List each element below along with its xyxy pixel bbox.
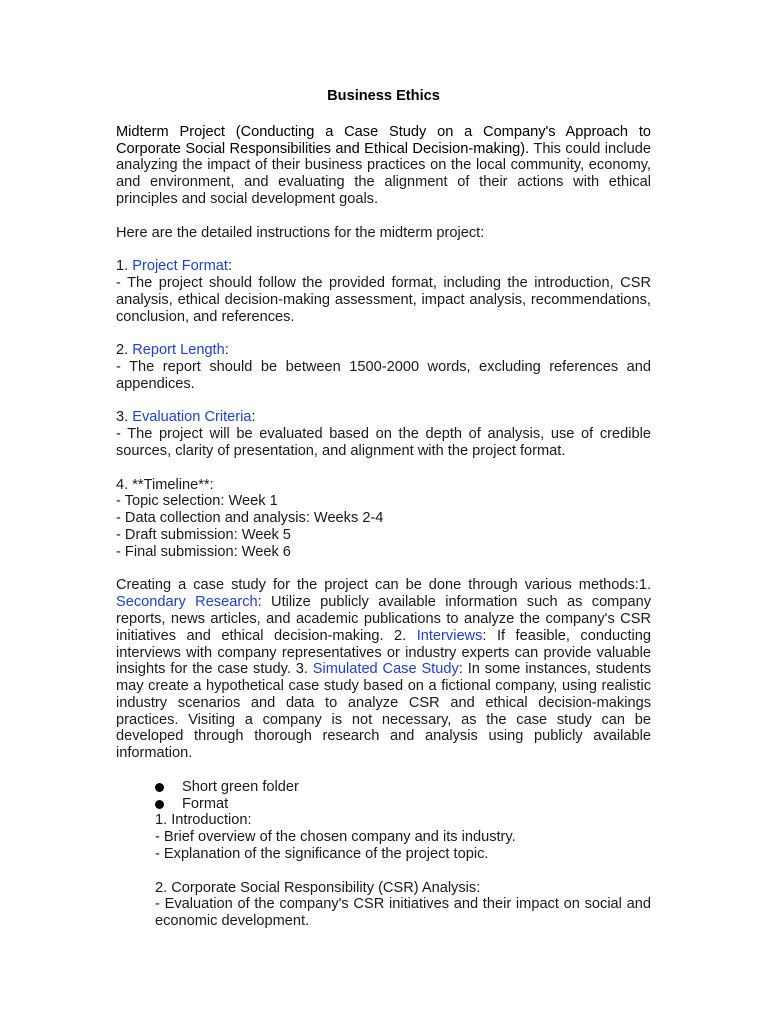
section-report-length xyxy=(116,342,651,392)
format-item: - Evaluation of the company's CSR initiatives and their impact on social and economic development. xyxy=(155,896,651,930)
methods-text: : In some instances, students may create a hypothetical case study based on a fictional company, using realistic industry scenarios and data to analyze CSR and ethical decision-makings practices. Visiting a company is not necessary, as the case study can be developed through thorough research and analysis using publicly available information. xyxy=(116,661,651,762)
format-item: - Brief overview of the chosen company and its industry. xyxy=(155,829,516,846)
format-csr-analysis xyxy=(155,880,651,930)
section-number: 2. xyxy=(116,342,133,359)
methods-text: : Utilize publicly available information such as company reports, news articles, and academic publications to analyze the company's CSR initiatives and ethical decision-making. 2. xyxy=(116,594,651,644)
bullet-item xyxy=(155,779,651,796)
section-project-format xyxy=(116,258,651,325)
section-timeline xyxy=(116,477,651,561)
format-item: - Explanation of the significance of the project topic. xyxy=(155,846,489,863)
timeline-item: - Data collection and analysis: Weeks 2-4 xyxy=(116,510,384,527)
timeline-item: - Final submission: Week 6 xyxy=(116,543,291,560)
section-colon: : xyxy=(227,258,232,275)
bullet-list xyxy=(116,779,651,813)
section-evaluation-criteria xyxy=(116,409,651,459)
intro-lead: Midterm Project (Conducting a Case Study on a Company's Approach to Corporate Social Responsibilities and Ethical Decision-making). xyxy=(116,123,651,157)
interviews-link[interactable]: Interviews xyxy=(416,627,483,644)
section-colon: : xyxy=(224,342,229,359)
bullet-item xyxy=(155,796,651,813)
project-format-link[interactable]: Project Format xyxy=(132,258,228,275)
timeline-heading: 4. **Timeline**: xyxy=(116,476,214,493)
bullet-text: Short green folder xyxy=(182,778,299,795)
intro-rest: This could include analyzing the impact of their business practices on the local community, economy, and environment, and evaluating the alignment of their actions with ethical principles and social development goals. xyxy=(116,140,652,207)
section-body: - The project will be evaluated based on the depth of analysis, use of credible sources, clarity of presentation, and alignment with the project format. xyxy=(116,426,651,459)
methods-text: Creating a case study for the project can be done through various methods:1. xyxy=(116,577,651,594)
secondary-research-link[interactable]: Secondary Research xyxy=(116,594,258,611)
format-heading: 2. Corporate Social Responsibility (CSR) Analysis: xyxy=(155,879,481,896)
format-introduction xyxy=(155,812,651,862)
format-details xyxy=(116,812,651,930)
bullet-dot-icon xyxy=(155,800,164,809)
section-number: 3. xyxy=(116,409,133,426)
bullet-dot-icon xyxy=(155,783,164,792)
format-heading: 1. Introduction: xyxy=(155,812,252,829)
document-title: Business Ethics xyxy=(327,88,440,104)
simulated-case-study-link[interactable]: Simulated Case Study xyxy=(312,661,459,678)
evaluation-criteria-link[interactable]: Evaluation Criteria xyxy=(132,409,252,426)
section-body: - The project should follow the provided format, including the introduction, CSR analysis, ethical decision-making assessment, impact analysis, recommendations, conclusion, and references. xyxy=(116,274,651,325)
intro-paragraph xyxy=(116,124,651,208)
instructions-intro: Here are the detailed instructions for the midterm project: xyxy=(116,224,485,241)
timeline-item: - Topic selection: Week 1 xyxy=(116,493,278,510)
section-colon: : xyxy=(251,409,256,426)
section-body: - The report should be between 1500-2000 words, excluding references and appendices. xyxy=(116,358,651,392)
bullet-text: Format xyxy=(182,795,229,812)
methods-text: : If feasible, conducting interviews with company representatives or industry experts can provide valuable insights for the case study. 3. xyxy=(116,627,651,678)
document-page xyxy=(116,85,651,947)
timeline-item: - Draft submission: Week 5 xyxy=(116,526,291,543)
report-length-link[interactable]: Report Length xyxy=(132,342,225,359)
methods-paragraph xyxy=(116,577,651,762)
section-number: 1. xyxy=(116,258,133,275)
